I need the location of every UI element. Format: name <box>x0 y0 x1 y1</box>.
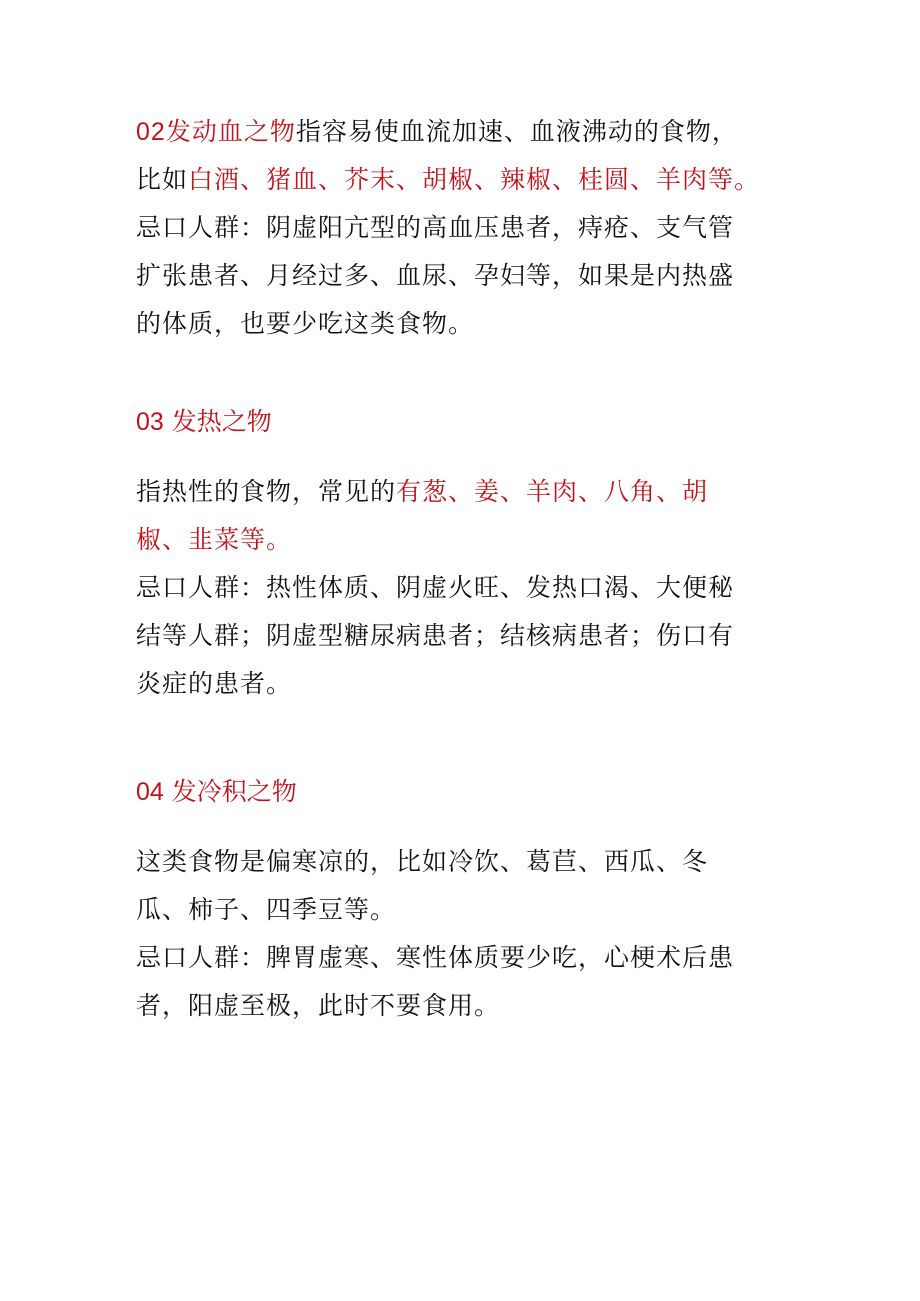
section-04-heading <box>136 768 816 816</box>
section-02-line-4: 扩张患者、月经过多、血尿、孕妇等，如果是内热盛 <box>136 261 735 290</box>
section-03-line-5: 炎症的患者。 <box>136 669 293 698</box>
section-04-line-3: 忌口人群：脾胃虚寒、寒性体质要少吃，心梗术后患 <box>136 943 735 972</box>
section-04-line-4: 者，阳虚至极，此时不要食用。 <box>136 991 501 1020</box>
section-02-number: 02 <box>136 118 166 146</box>
section-04-line-1: 这类食物是偏寒凉的，比如冷饮、葛苣、西瓜、冬 <box>136 847 709 876</box>
section-04-number: 04 <box>136 778 164 806</box>
section-02 <box>136 108 816 348</box>
section-03-line-2: 椒、韭菜等。 <box>136 525 293 554</box>
section-02-line-2 <box>136 156 816 204</box>
section-02-title: 发动血之物 <box>165 117 296 146</box>
section-03-line-4: 结等人群；阴虚型糖尿病患者；结核病患者；伤口有 <box>136 621 735 650</box>
section-03-line-1 <box>136 468 816 516</box>
document-body <box>136 108 816 1030</box>
section-03-description: 指热性的食物，常见的 <box>136 477 397 506</box>
section-02-examples-prefix: 比如 <box>136 165 189 194</box>
section-02-line-1 <box>136 108 816 156</box>
section-02-examples: 白酒、猪血、芥末、胡椒、辣椒、桂圆、羊肉等。 <box>188 165 761 194</box>
section-04-title: 发冷积之物 <box>171 777 297 806</box>
section-03-examples: 有葱、姜、羊肉、八角、胡 <box>396 477 709 506</box>
section-03-number: 03 <box>136 408 164 436</box>
section-03-heading <box>136 398 816 446</box>
section-02-line-5: 的体质，也要少吃这类食物。 <box>136 309 475 338</box>
section-02-line-3: 忌口人群：阴虚阳亢型的高血压患者，痔疮、支气管 <box>136 213 735 242</box>
section-04 <box>136 768 816 1030</box>
section-02-description: 指容易使血流加速、血液沸动的食物， <box>295 117 738 146</box>
section-03 <box>136 398 816 708</box>
section-03-title: 发热之物 <box>171 407 272 436</box>
section-04-line-2: 瓜、柿子、四季豆等。 <box>136 895 397 924</box>
section-03-line-3: 忌口人群：热性体质、阴虚火旺、发热口渴、大便秘 <box>136 573 735 602</box>
